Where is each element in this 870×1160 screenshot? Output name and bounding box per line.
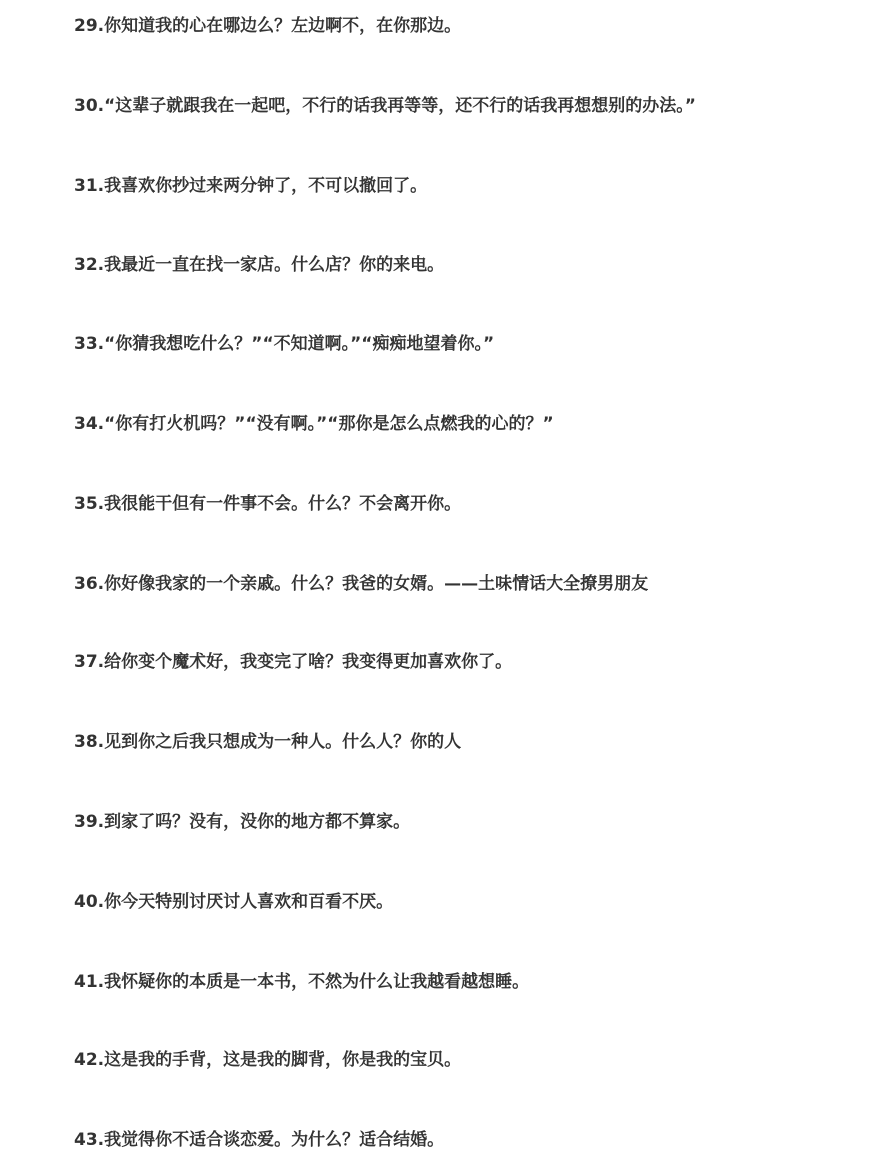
- line-36: 36.你好像我家的一个亲戚。什么？我爸的女婿。——土味情话大全撩男朋友: [74, 574, 649, 594]
- line-43: 43.我觉得你不适合谈恋爱。为什么？适合结婚。: [74, 1130, 445, 1150]
- line-39: 39.到家了吗？没有，没你的地方都不算家。: [74, 812, 411, 832]
- line-37: 37.给你变个魔术好，我变完了啥？我变得更加喜欢你了。: [74, 652, 513, 672]
- line-42: 42.这是我的手背，这是我的脚背，你是我的宝贝。: [74, 1050, 462, 1070]
- line-41: 41.我怀疑你的本质是一本书，不然为什么让我越看越想睡。: [74, 972, 530, 992]
- line-30: 30.“这辈子就跟我在一起吧，不行的话我再等等，还不行的话我再想想别的办法。”: [74, 96, 696, 116]
- line-31: 31.我喜欢你抄过来两分钟了，不可以撤回了。: [74, 176, 428, 196]
- line-38: 38.见到你之后我只想成为一种人。什么人？你的人: [74, 732, 462, 752]
- line-32: 32.我最近一直在找一家店。什么店？你的来电。: [74, 255, 445, 275]
- line-34: 34.“你有打火机吗？”“没有啊。”“那你是怎么点燃我的心的？”: [74, 414, 554, 434]
- line-40: 40.你今天特别讨厌讨人喜欢和百看不厌。: [74, 892, 394, 912]
- line-33: 33.“你猜我想吃什么？”“不知道啊。”“痴痴地望着你。”: [74, 334, 495, 354]
- line-29: 29.你知道我的心在哪边么？左边啊不，在你那边。: [74, 16, 462, 36]
- line-35: 35.我很能干但有一件事不会。什么？不会离开你。: [74, 494, 462, 514]
